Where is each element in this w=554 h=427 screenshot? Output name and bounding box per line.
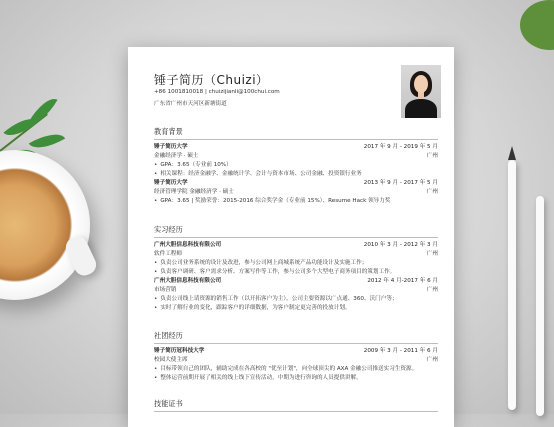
entry-header — [154, 347, 438, 356]
bullet-item: • 负责公司线上请资源的销售工作（以开拓客户为主），公司主要资源以广点通、360、沃门户等； — [154, 295, 438, 304]
skills-section — [154, 399, 438, 415]
entry-subheader — [154, 188, 438, 197]
location: 广州 — [426, 251, 438, 257]
entry-header — [154, 241, 438, 250]
resume-name: 锤子简历（Chuizi） — [154, 73, 269, 87]
entry-subheader — [154, 152, 438, 161]
role: 软件工程师 — [154, 251, 182, 257]
coffee-cup — [0, 150, 90, 300]
entry-subheader — [154, 356, 438, 365]
education-section — [154, 127, 438, 206]
role: 市场营销 — [154, 287, 177, 293]
pencil-tip-decoration — [508, 146, 516, 160]
location: 广州 — [426, 287, 438, 293]
entry-date: 2013 年 9 月 - 2017 年 5 月 — [363, 180, 438, 186]
school-name: 锤子简历大学 — [154, 144, 188, 150]
bullet-item: • GPA：3.65（专业前 10%） — [154, 161, 438, 170]
pen-decoration — [536, 196, 544, 416]
plant-leaf-decoration — [520, 0, 554, 50]
company-name: 广州大胆信息科技有限公司 — [154, 242, 222, 248]
profile-photo — [401, 65, 441, 118]
entry-date: 2009 年 3 月 - 2011 年 6 月 — [363, 348, 438, 354]
location: 广州 — [426, 153, 438, 159]
major: 金融经济学 · 硕士 — [154, 153, 199, 159]
contact-info: +86 1001810018 | chuizijianli@100chui.com — [154, 89, 280, 95]
bullet-item: • GPA：3.65 | 奖励荣誉：2015-2016 综合奖学金（专业前 15%）、Resume Hack 领导力奖 — [154, 197, 438, 206]
section-title: 实习经历 — [154, 225, 438, 238]
org-name: 锤子简历冠科技大学 — [154, 348, 205, 354]
section-title: 技能证书 — [154, 399, 438, 412]
bullet-item: • 整体运营前期开展了相关的线上线下宣传活动，中期为进行咨询的人员提供讲解。 — [154, 374, 438, 383]
entry-header — [154, 143, 438, 152]
entry-header — [154, 179, 438, 188]
club-section — [154, 331, 438, 383]
bullet-item: • 相关课程：经济金融学、金融统计学、会计与资本市场、公司金融、投资银行业务 — [154, 170, 438, 179]
entry-date: 2017 年 9 月 - 2019 年 5 月 — [363, 144, 438, 150]
pencil-decoration — [508, 160, 516, 410]
bullet-item: • 目标带领自己的团队，辅助完成在各高校的 "优至计划"，向全球顶尖的 AXA 金融公司推送实习生资源。 — [154, 365, 438, 374]
entry-subheader — [154, 286, 438, 295]
role: 校园大使主席 — [154, 357, 188, 363]
address: 广东省广州市天河区新塘街道 — [154, 101, 227, 107]
entry-subheader — [154, 250, 438, 259]
bullet-item: • 负责客户调研、客户需求分析、方案写作等工作，参与公司多个大型电子商务项目的策划工作。 — [154, 268, 438, 277]
entry-header — [154, 277, 438, 286]
bullet-item: • 负责公司业务系统的设计及改进，参与公司网上商城系统产品功能设计及实施工作； — [154, 259, 438, 268]
entry-date: 2012 年 4 月-2017 年 6 月 — [367, 278, 438, 284]
school-name: 锤子简历大学 — [154, 180, 188, 186]
resume-page — [128, 47, 454, 427]
major: 经济管理学院 金融经济学 · 硕士 — [154, 189, 234, 195]
section-title: 社团经历 — [154, 331, 438, 344]
internship-section — [154, 225, 438, 313]
entry-date: 2010 年 3 月 - 2012 年 3 月 — [363, 242, 438, 248]
bullet-item: • 实时了解行业的变化，跟踪客户的详细数据，为客户制定更完善的投放计划。 — [154, 304, 438, 313]
section-title: 教育背景 — [154, 127, 438, 140]
location: 广州 — [426, 357, 438, 363]
location: 广州 — [426, 189, 438, 195]
company-name: 广州大胆信息科技有限公司 — [154, 278, 222, 284]
